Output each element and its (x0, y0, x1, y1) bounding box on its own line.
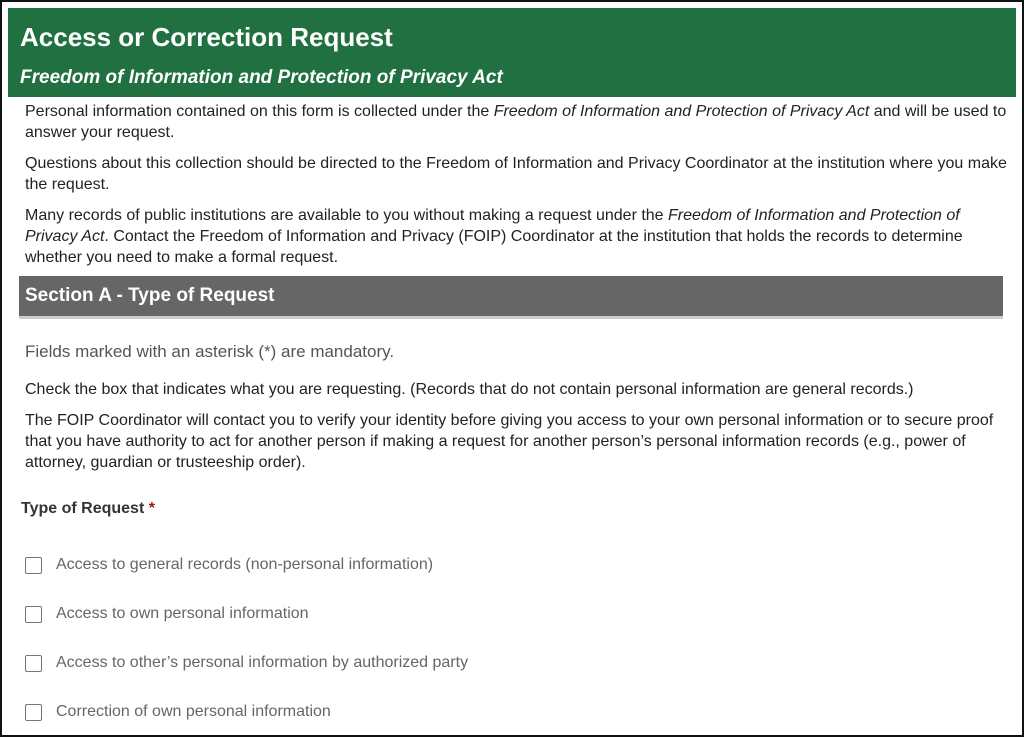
label-text: Type of Request (21, 500, 145, 517)
option-label: Access to general records (non-personal information) (56, 556, 434, 573)
type-of-request-label (21, 500, 155, 518)
instruction-check: Check the box that indicates what you are requesting. (Records that do not contain personal information are general records.) (25, 381, 914, 398)
option-correction[interactable] (25, 703, 331, 721)
option-label: Access to other’s personal information by authorized party (56, 654, 469, 671)
mandatory-note: Fields marked with an asterisk (*) are mandatory. (25, 342, 395, 361)
questions-notice: Questions about this collection should be directed to the Freedom of Information and Privacy Coordinator at the institution where you make the request. (25, 155, 1007, 193)
text: Many records of public institutions are available to you without making a request under the (25, 207, 669, 224)
checkbox[interactable] (25, 704, 42, 721)
form-header (8, 8, 1016, 97)
form-title: Access or Correction Request (20, 22, 393, 52)
form-subtitle: Freedom of Information and Protection of Privacy Act (20, 67, 503, 88)
act-name: Freedom of Information and Protection of Privacy Act (25, 207, 960, 245)
section-a-header (19, 276, 1003, 319)
checkbox[interactable] (25, 557, 42, 574)
option-own-personal-info[interactable] (25, 605, 309, 623)
text: . Contact the Freedom of Information and Privacy (FOIP) Coordinator at the institution that holds the records to determine whether you need to make a formal request. (25, 228, 963, 266)
section-title: Section A - Type of Request (25, 285, 275, 306)
text: Personal information contained on this form is collected under the (25, 103, 494, 120)
option-label: Access to own personal information (56, 605, 309, 622)
required-asterisk: * (148, 500, 155, 517)
act-name: Freedom of Information and Protection of Privacy Act (493, 103, 870, 120)
checkbox[interactable] (25, 606, 42, 623)
checkbox[interactable] (25, 655, 42, 672)
option-general-records[interactable] (25, 556, 433, 574)
records-notice (25, 205, 1010, 268)
collection-notice (25, 101, 1010, 143)
text: and will be used to answer your request. (25, 103, 1007, 141)
option-others-personal-info[interactable] (25, 654, 468, 672)
option-label: Correction of own personal information (56, 703, 331, 720)
intro-text (25, 101, 1010, 278)
section-instructions (25, 379, 1000, 483)
instruction-verify: The FOIP Coordinator will contact you to verify your identity before giving you access to your own personal information or to secure proof that you have authority to act for another person if making a request for another person’s personal information records (e.g., power of attorney, guardian or trusteeship order). (25, 412, 994, 471)
